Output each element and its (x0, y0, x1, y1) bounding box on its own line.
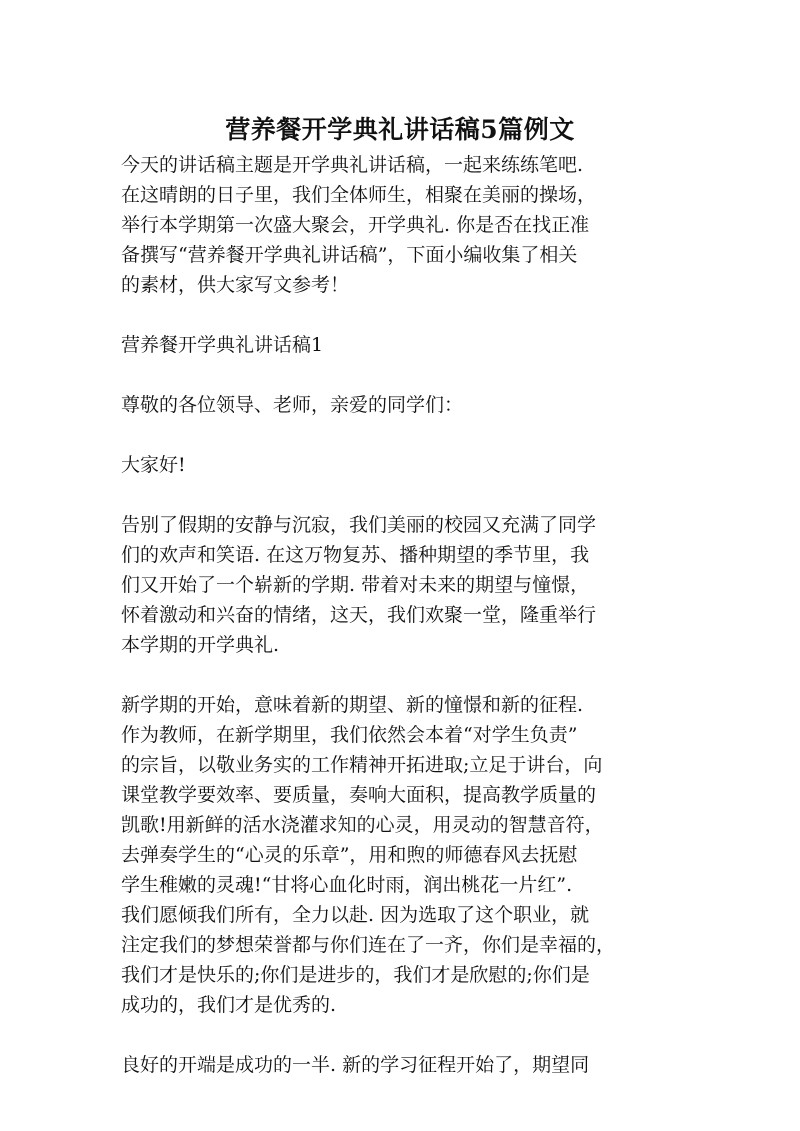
greeting-paragraph: 大家好! (121, 454, 186, 476)
document-title: 营养餐开学典礼讲话稿5篇例文 (225, 115, 575, 144)
body-paragraph: 良好的开端是成功的一半. 新的学习征程开始了，期望同 (121, 1054, 590, 1076)
salutation-paragraph: 尊敬的各位领导、老师，亲爱的同学们： (121, 394, 464, 416)
body-paragraph: 新学期的开始，意味着新的期望、新的憧憬和新的征程. 作为教师，在新学期里，我们依然会本着“对学生负责” 的宗旨，以敬业务实的工作精神开拓进取;立足于讲台，向 课堂教学要效率、要质量，奏响大面积，提高教学质量的 凯歌!用新鲜的活水浇灌求知的心灵，用灵动的智慧音符， 去弹奏学生的“心灵的乐章”，用和煦的师德春风去抚慰 学生稚嫩的灵魂!“甘将心血化时雨，润出桃花一片红”. 我们愿倾我们所有，全力以赴. 因为选取了这个职业，就 注定我们的梦想荣誉都与你们连在了一齐，你们是幸福的， 我们才是快乐的;你们是进步的，我们才是欣慰的;你们是 成功的，我们才是优秀的. (121, 694, 616, 1016)
body-paragraph: 告别了假期的安静与沉寂，我们美丽的校园又充满了同学 们的欢声和笑语. 在这万物复苏、播种期望的季节里，我 们又开始了一个崭新的学期. 带着对未来的期望与憧憬， 怀着激动和兴奋的情绪，这天，我们欢聚一堂，隆重举行 本学期的开学典礼. (121, 514, 597, 656)
section-heading: 营养餐开学典礼讲话稿1 (121, 334, 324, 356)
intro-paragraph: 今天的讲话稿主题是开学典礼讲话稿，一起来练练笔吧. 在这晴朗的日子里，我们全体师生，相聚在美丽的操场， 举行本学期第一次盛大聚会，开学典礼. 你是否在找正准 备撰写“营养餐开学典礼讲话稿”，下面小编收集了相关 的素材，供大家写文参考！ (121, 154, 597, 296)
document-body (121, 150, 681, 1110)
